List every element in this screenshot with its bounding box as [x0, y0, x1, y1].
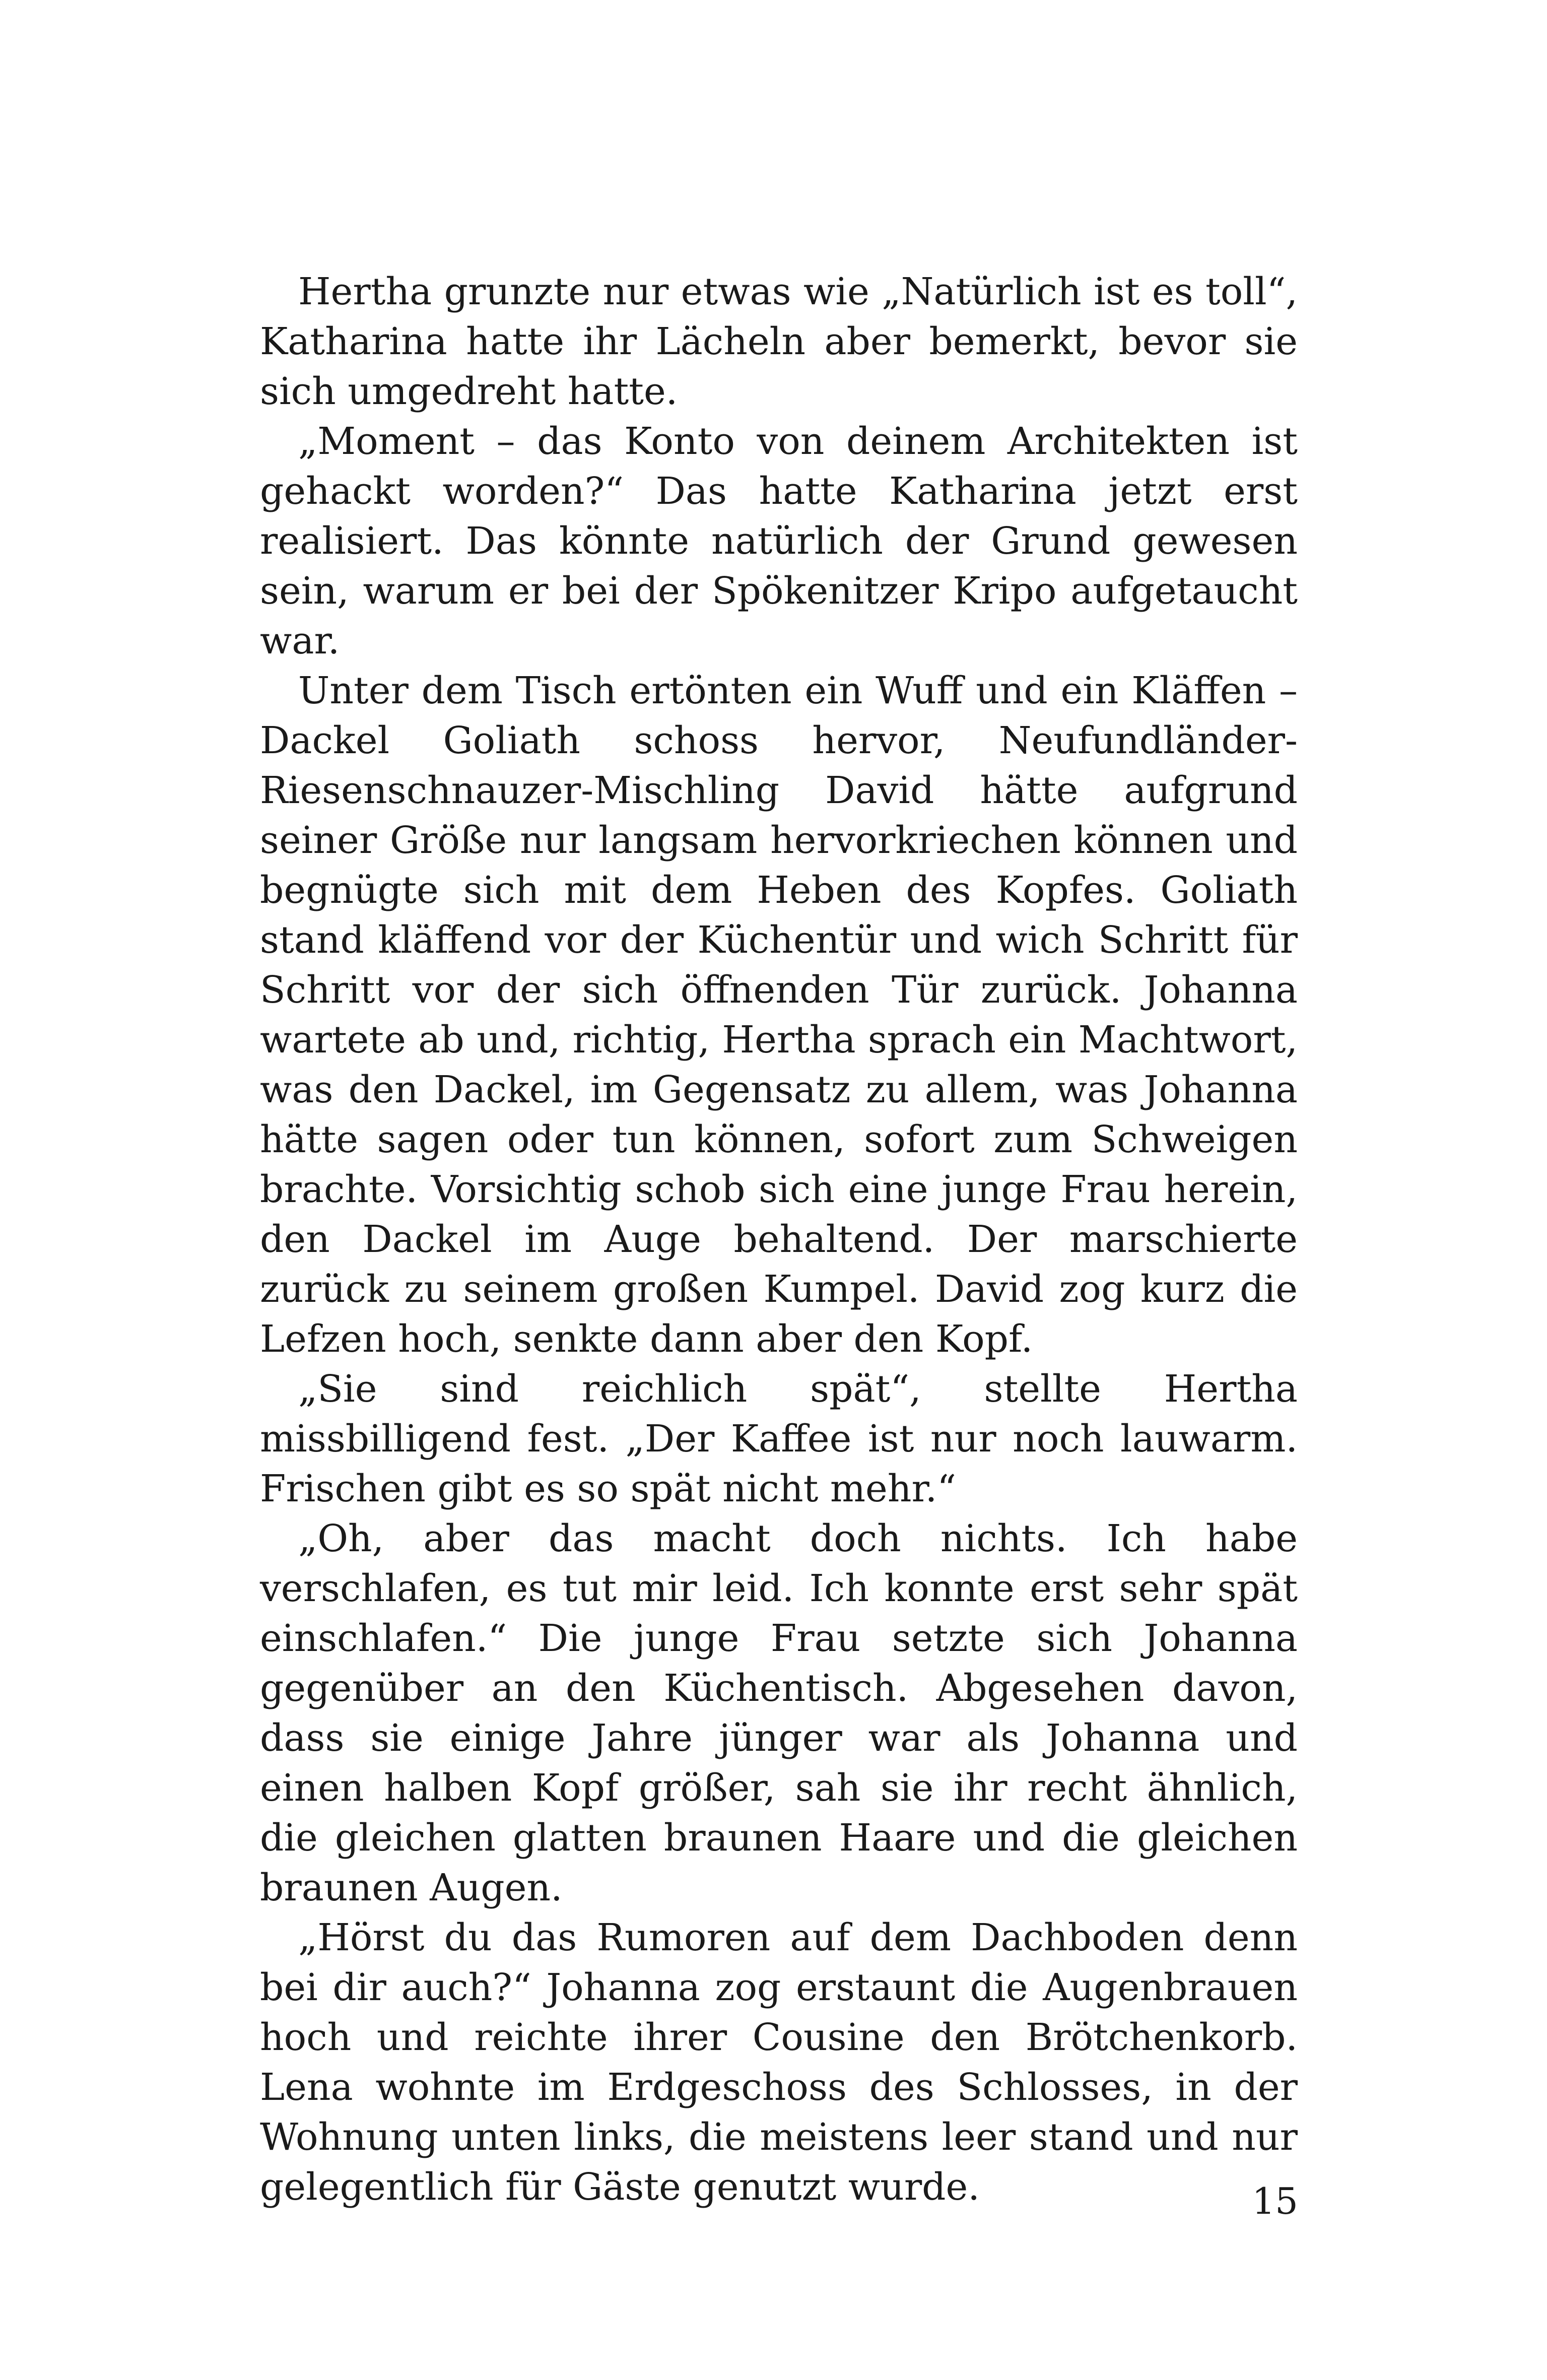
page-number: 15	[1252, 2180, 1298, 2222]
paragraph: „Sie sind reichlich spät“, stellte Hertha missbilligend fest. „Der Kaffee ist nur noch lauwarm. Frischen gibt es so spät nicht mehr.“	[260, 1367, 1298, 1510]
paragraph: Unter dem Tisch ertönten ein Wuff und ein Kläffen – Dackel Goliath schoss hervor, Neufundländer-Riesenschnauzer-Mischling David hätte aufgrund seiner Größe nur langsam hervorkriechen können und begnügte sich mit dem Heben des Kopfes. Goliath stand kläffend vor der Küchentür und wich Schritt für Schritt vor der sich öffnenden Tür zurück. Johanna wartete ab und, richtig, Hertha sprach ein Machtwort, was den Dackel, im Gegensatz zu allem, was Johanna hätte sagen oder tun können, sofort zum Schweigen brachte. Vorsichtig schob sich eine junge Frau herein, den Dackel im Auge behaltend. Der marschierte zurück zu seinem großen Kumpel. David zog kurz die Lefzen hoch, senkte dann aber den Kopf.	[260, 669, 1298, 1361]
paragraph: Hertha grunzte nur etwas wie „Natürlich ist es toll“, Katharina hatte ihr Lächeln aber bemerkt, bevor sie sich umgedreht hatte.	[260, 270, 1298, 413]
paragraph: „Oh, aber das macht doch nichts. Ich habe verschlafen, es tut mir leid. Ich konnte erst sehr spät einschlafen.“ Die junge Frau setzte sich Johanna gegenüber an den Küchentisch. Abgesehen davon, dass sie einige Jahre jünger war als Johanna und einen halben Kopf größer, sah sie ihr recht ähnlich, die gleichen glatten braunen Haare und die gleichen braunen Augen.	[260, 1517, 1298, 1909]
paragraph: „Moment – das Konto von deinem Architekten ist gehackt worden?“ Das hatte Katharina jetzt erst realisiert. Das könnte natürlich der Grund gewesen sein, warum er bei der Spökenitzer Kripo aufgetaucht war.	[260, 420, 1298, 663]
body-text	[260, 267, 1298, 2212]
paragraph: „Hörst du das Rumoren auf dem Dachboden denn bei dir auch?“ Johanna zog erstaunt die Augenbrauen hoch und reichte ihrer Cousine den Brötchenkorb. Lena wohnte im Erdgeschoss des Schlosses, in der Wohnung unten links, die meistens leer stand und nur gelegentlich für Gäste genutzt wurde.	[260, 1916, 1298, 2209]
